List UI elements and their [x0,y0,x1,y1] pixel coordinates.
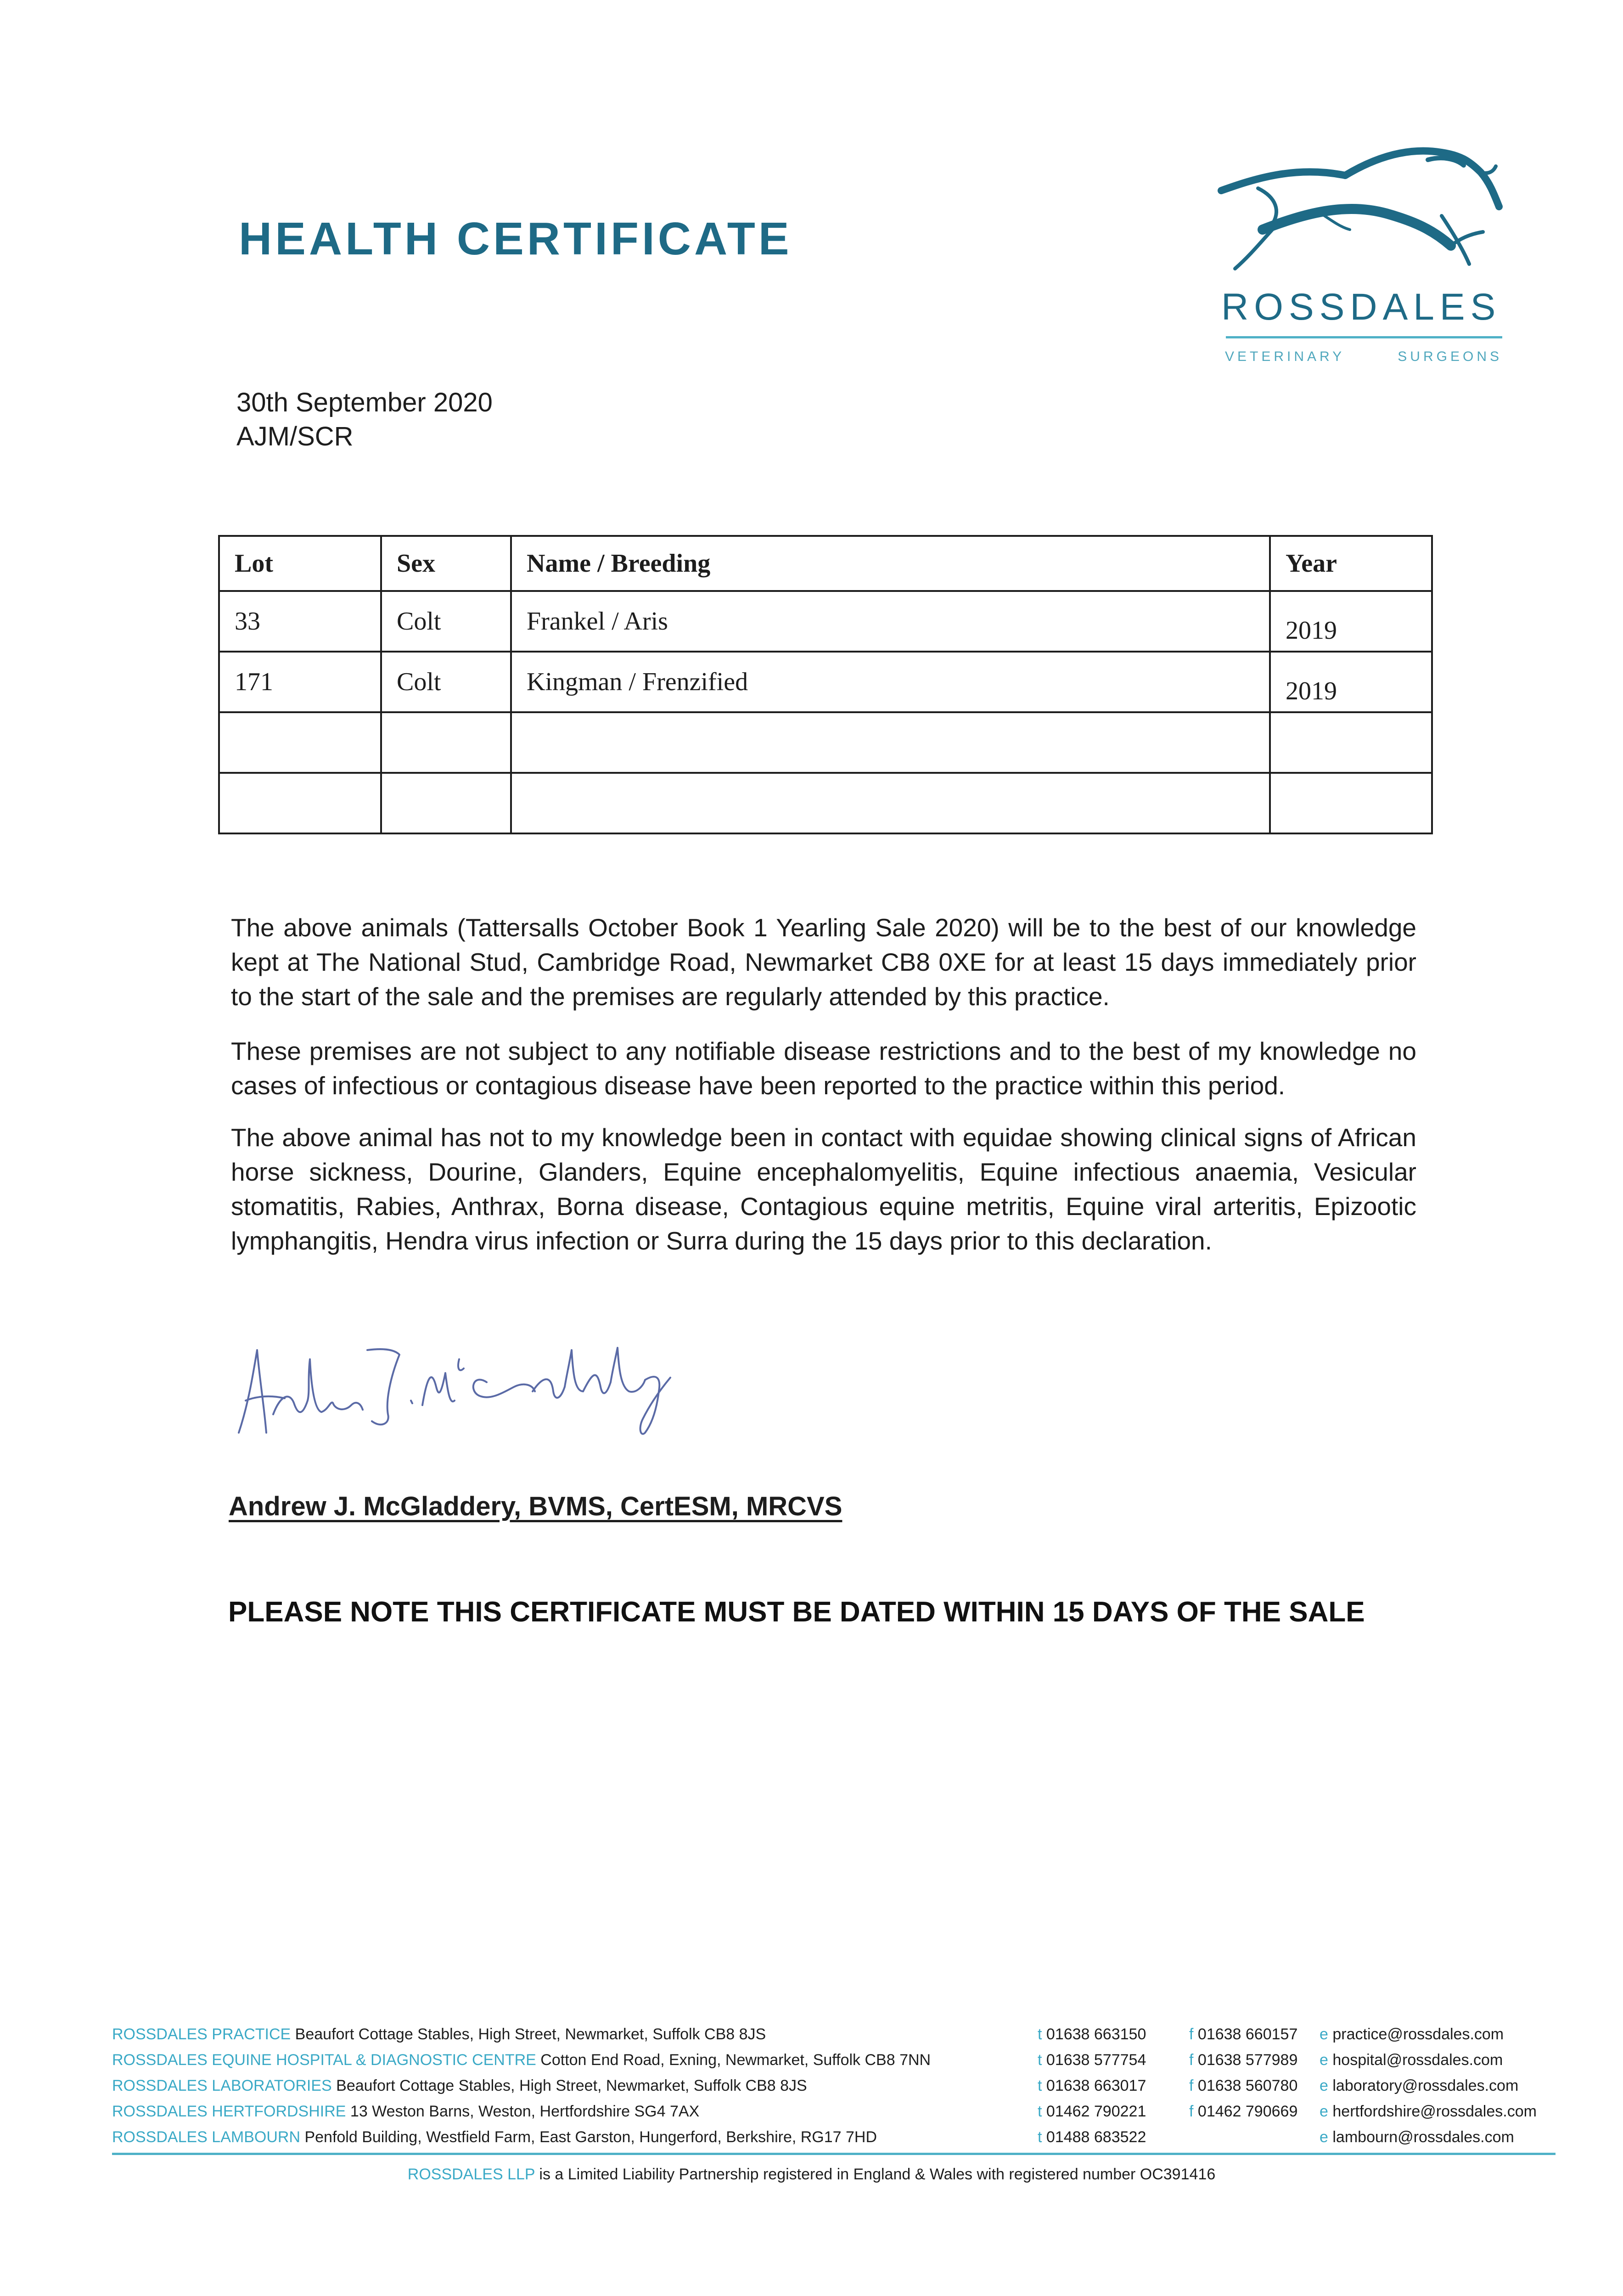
sex-cell: Colt [381,652,511,712]
table-row [219,773,1432,833]
reference-code: AJM/SCR [236,422,354,451]
year-cell: 2019 [1270,591,1432,652]
footer-contacts [112,2021,1556,2150]
name-cell [511,712,1270,773]
lot-cell [219,712,381,773]
statement-paragraph: These premises are not subject to any notifiable disease restrictions and to the best of my knowledge no cases of infectious or contagious disease have been reported to the practice within this period. [231,1037,1416,1100]
footer-row [112,2099,1556,2124]
horses-table [218,535,1433,834]
name-cell: Kingman / Frenzified [511,652,1270,712]
footer-fax: f 01462 790669 [1189,2103,1298,2120]
footer-fax: f 01638 577989 [1189,2051,1298,2069]
statement-paragraph: The above animal has not to my knowledge been in contact with equidae showing clinical signs of African horse sickness, Dourine, Glanders, Equine encephalomyelitis, Equine infectious anaemia, Vesicular stomatitis, Rabies, Anthrax, Borna disease, Contagious equine metritis, Equine viral arteritis, Epizootic lymphangitis, Hendra virus infection or Surra during the 15 days prior to this declaration. [231,1123,1416,1255]
footer-address: Beaufort Cottage Stables, High Street, Newmarket, Suffolk CB8 8JS [295,2026,766,2043]
logo-divider [1226,336,1502,338]
galloping-horse-logo-icon [1212,147,1506,285]
footer-row [112,2021,1556,2047]
footer-divider [112,2153,1556,2155]
footer-row [112,2073,1556,2099]
footer-tel: t 01488 683522 [1038,2128,1146,2146]
lot-cell: 171 [219,652,381,712]
certificate-title: HEALTH CERTIFICATE [239,213,792,264]
footer-org: ROSSDALES LABORATORIES [112,2077,332,2094]
table-row [219,712,1432,773]
footer-email: e practice@rossdales.com [1320,2026,1504,2043]
logo-subtitle: VETERINARY SURGEONS [1225,349,1502,364]
footer-address: Cotton End Road, Exning, Newmarket, Suffolk CB8 7NN [540,2051,931,2069]
sex-cell: Colt [381,591,511,652]
footer-tel: t 01638 577754 [1038,2051,1146,2069]
footer-org: ROSSDALES EQUINE HOSPITAL & DIAGNOSTIC CENTRE [112,2051,536,2069]
lot-cell: 33 [219,591,381,652]
column-header-sex: Sex [381,536,511,591]
footer-row [112,2047,1556,2073]
footer-email: e lambourn@rossdales.com [1320,2128,1514,2146]
certificate-date: 30th September 2020 [236,388,493,417]
column-header-name: Name / Breeding [511,536,1270,591]
footer-fax: f 01638 660157 [1189,2026,1298,2043]
table-header-row [219,536,1432,591]
footer-address: Penfold Building, Westfield Farm, East Garston, Hungerford, Berkshire, RG17 7HD [304,2128,877,2146]
handwritten-signature [230,1322,689,1437]
footer-tel: t 01638 663150 [1038,2026,1146,2043]
year-cell: 2019 [1270,652,1432,712]
llp-registration [0,2167,1623,2182]
year-cell [1270,712,1432,773]
column-header-year: Year [1270,536,1432,591]
footer-org: ROSSDALES HERTFORDSHIRE [112,2103,346,2120]
footer-row [112,2124,1556,2150]
table-row [219,652,1432,712]
statement-paragraph: The above animals (Tattersalls October Book 1 Yearling Sale 2020) will be to the best of our knowledge kept at The National Stud, Cambridge Road, Newmarket CB8 0XE for at least 15 days immediately prior to the start of the sale and the premises are regularly attended by this practice. [231,913,1416,1011]
dating-notice: PLEASE NOTE THIS CERTIFICATE MUST BE DATED WITHIN 15 DAYS OF THE SALE [228,1596,1365,1628]
footer-org: ROSSDALES PRACTICE [112,2026,291,2043]
footer-address: 13 Weston Barns, Weston, Hertfordshire SG4 7AX [350,2103,700,2120]
llp-name: ROSSDALES LLP [407,2166,535,2183]
footer-email: e hospital@rossdales.com [1320,2051,1503,2069]
lot-cell [219,773,381,833]
name-cell: Frankel / Aris [511,591,1270,652]
name-cell [511,773,1270,833]
signer-name: Andrew J. McGladdery, BVMS, CertESM, MRCVS [229,1491,842,1521]
footer-email: e hertfordshire@rossdales.com [1320,2103,1537,2120]
footer-org: ROSSDALES LAMBOURN [112,2128,300,2146]
footer-tel: t 01462 790221 [1038,2103,1146,2120]
footer-tel: t 01638 663017 [1038,2077,1146,2094]
footer-email: e laboratory@rossdales.com [1320,2077,1519,2094]
year-cell [1270,773,1432,833]
logo-wordmark: ROSSDALES [1221,286,1501,328]
footer-fax: f 01638 560780 [1189,2077,1298,2094]
table-row [219,591,1432,652]
sex-cell [381,712,511,773]
column-header-lot: Lot [219,536,381,591]
sex-cell [381,773,511,833]
llp-text: is a Limited Liability Partnership registered in England & Wales with registered number OC391416 [539,2166,1216,2183]
footer-address: Beaufort Cottage Stables, High Street, Newmarket, Suffolk CB8 8JS [336,2077,807,2094]
